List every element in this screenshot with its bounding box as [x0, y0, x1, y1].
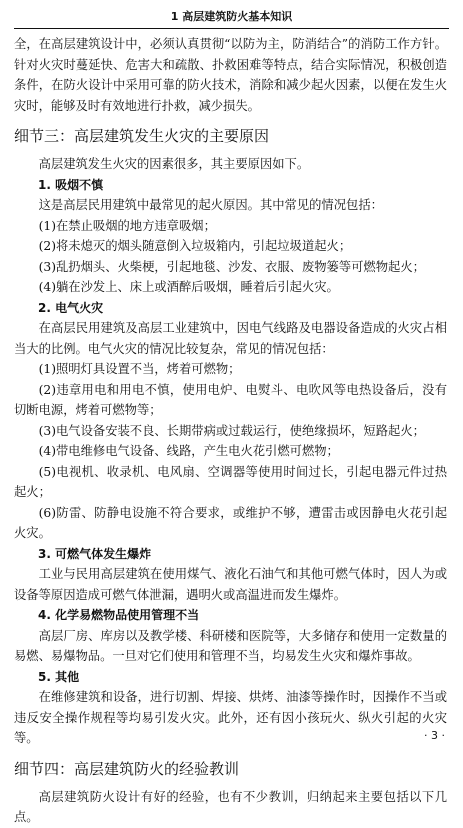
- list-item: (3)乱扔烟头、火柴梗，引起地毯、沙发、衣服、废物篓等可燃物起火；: [38, 259, 425, 274]
- list-item: (3)电气设备安装不良、长期带病或过载运行，使绝缘损坏，短路起火；: [38, 423, 425, 438]
- page-number: · 3 ·: [424, 729, 445, 742]
- list-item: (2)将未熄灭的烟头随意倒入垃圾箱内，引起垃圾道起火；: [38, 239, 352, 253]
- list-item: (4)躺在沙发上、床上或酒醉后吸烟，睡着后引起火灾。: [38, 280, 339, 294]
- list-item: (6)防雷、防静电设施不符合要求，或维护不够，遭雷击或因静电火花引起火灾。: [14, 505, 447, 540]
- intro-paragraph: 全，在高层建筑设计中，必须认真贯彻“以防为主，防消结合”的消防工作方针。针对火灾时蔓延快、危害大和疏散、扑救困难等特点，结合实际情况，积极创造条件，在防火设计中采用可靠的防火技术，消除和减少起火因素，以便在发生火灾时，能够及时有效地进行扑救，减少损失。: [14, 37, 447, 113]
- section-4-lead: 高层建筑防火设计有好的经验，也有不少教训，归纳起来主要包括以下几点。: [14, 789, 447, 824]
- running-header: 1 高层建筑防火基本知识: [14, 6, 449, 29]
- subsection-4-heading: 4. 化学易燃物品使用管理不当: [38, 608, 200, 622]
- list-item: (4)带电维修电气设备、线路，产生电火花引燃可燃物；: [38, 444, 339, 458]
- list-item: (1)在禁止吸烟的地方违章吸烟；: [38, 218, 216, 233]
- section-3-heading: 细节三：高层建筑发生火灾的主要原因: [14, 127, 270, 145]
- body-content: [14, 34, 447, 828]
- subsection-5-text: 在维修建筑和设备，进行切割、焊接、烘烤、油漆等操作时，因操作不当或违反安全操作规程等均易引发火灾。此外，还有因小孩玩火、纵火引起的火灾等。: [14, 690, 447, 745]
- list-item: (5)电视机、收录机、电风扇、空调器等使用时间过长，引起电器元件过热起火；: [14, 464, 447, 499]
- section-4-heading: 细节四：高层建筑防火的经验教训: [14, 759, 240, 778]
- subsection-1-heading: 1. 吸烟不慎: [38, 177, 104, 192]
- subsection-2-heading: 2. 电气火灾: [38, 300, 104, 315]
- subsection-2-lead: 在高层民用建筑及高层工业建筑中，因电气线路及电器设备造成的火灾占相当大的比例。电气火灾的情况比较复杂，常见的情况包括：: [14, 321, 447, 356]
- subsection-3-heading: 3. 可燃气体发生爆炸: [38, 546, 152, 561]
- subsection-1-lead: 这是高层民用建筑中最常见的起火原因。其中常见的情况包括：: [38, 198, 383, 212]
- list-item: (2)违章用电和用电不慎，使用电炉、电熨斗、电吹风等电热设备后，没有切断电源，烤着可燃物等；: [14, 382, 447, 417]
- section-3-lead: 高层建筑发生火灾的因素很多，其主要原因如下。: [38, 157, 310, 171]
- subsection-4-text: 高层厂房、库房以及教学楼、科研楼和医院等，大多储存和使用一定数量的易燃、易爆物品。一旦对它们使用和管理不当，均易发生火灾和爆炸事故。: [14, 628, 447, 663]
- subsection-5-heading: 5. 其他: [38, 669, 80, 684]
- subsection-3-text: 工业与民用高层建筑在使用煤气、液化石油气和其他可燃气体时，因人为或设备等原因造成可燃气体泄漏，遇明火或高温进而发生爆炸。: [14, 567, 447, 602]
- list-item: (1)照明灯具设置不当，烤着可燃物；: [38, 362, 241, 376]
